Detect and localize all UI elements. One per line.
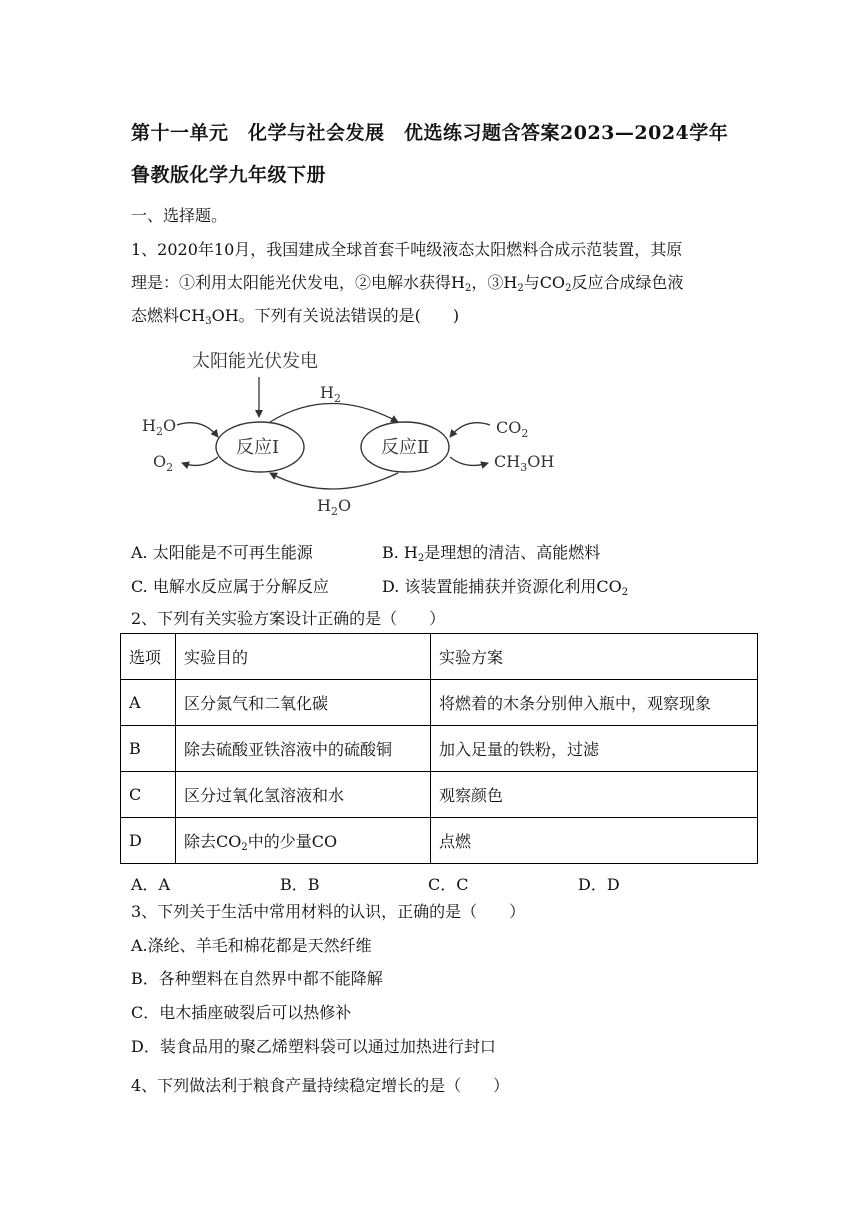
table-cell-plan: 将燃着的木条分别伸入瓶中，观察现象	[431, 680, 758, 726]
solar-fuel-diagram	[130, 345, 570, 525]
label-h2o-bottom: $H_2O$	[317, 496, 352, 518]
table-cell-plan: 加入足量的铁粉，过滤	[431, 726, 758, 772]
label-h2o-left: $H_2O$	[142, 416, 177, 438]
q2-answer-b: B．B	[280, 875, 320, 894]
q3-stem: 3、下列关于生活中常用材料的认识，正确的是（ ）	[131, 902, 526, 921]
q2-answer-a: A．A	[131, 875, 171, 894]
label-ch3oh-right: $CH_3OH$	[494, 452, 555, 474]
table-cell-goal: 区分过氧化氢溶液和水	[176, 772, 431, 818]
table-cell-goal: 除去硫酸亚铁溶液中的硫酸铜	[176, 726, 431, 772]
table-cell-option: B	[121, 726, 176, 772]
label-h2: $H_2$	[320, 383, 341, 405]
table-cell-plan: 观察颜色	[431, 772, 758, 818]
reaction1-label: 反应Ⅰ	[236, 437, 280, 458]
section-heading: 一、选择题。	[131, 206, 228, 225]
table-cell-option: A	[121, 680, 176, 726]
q3-option-d: D．装食品用的聚乙烯塑料袋可以通过加热进行封口	[131, 1037, 496, 1056]
q1-option-c: C. 电解水反应属于分解反应	[131, 577, 329, 596]
table-header-row	[121, 634, 758, 680]
arrow-h2	[270, 404, 398, 423]
table-row	[121, 818, 758, 864]
document-title-line1: 第十一单元 化学与社会发展 优选练习题含答案2023—2024学年	[131, 122, 729, 144]
arrow-ch3oh-out	[450, 457, 488, 465]
table-cell-plan: 点燃	[431, 818, 758, 864]
q1-option-b: B. $H_2$是理想的清洁、高能燃料	[382, 543, 601, 564]
table-row	[121, 680, 758, 726]
q3-option-c: C．电木插座破裂后可以热修补	[131, 1003, 352, 1022]
reaction2-label: 反应Ⅱ	[381, 437, 430, 458]
table-cell-option: C	[121, 772, 176, 818]
table-header-cell: 实验方案	[431, 634, 758, 680]
arrow-h2o-in	[177, 423, 218, 437]
q2-answer-d: D．D	[578, 875, 620, 894]
q2-answer-c: C．C	[428, 875, 469, 894]
table-cell-goal: 除去$CO_2$中的少量CO	[176, 818, 431, 864]
table-header-cell: 选项	[121, 634, 176, 680]
q2-stem: 2、下列有关实验方案设计正确的是（ ）	[131, 609, 446, 628]
table-row	[121, 772, 758, 818]
table-row	[121, 726, 758, 772]
arrow-h2o	[270, 473, 398, 489]
q1-stem-line3: 态燃料$CH_3OH$。下列有关说法错误的是( )	[131, 306, 460, 327]
table-cell-goal: 区分氮气和二氧化碳	[176, 680, 431, 726]
label-co2-right: $CO_2$	[496, 418, 529, 440]
q4-stem: 4、下列做法利于粮食产量持续稳定增长的是（ ）	[131, 1076, 510, 1095]
arrow-co2-in	[450, 423, 490, 437]
q3-option-b: B．各种塑料在自然界中都不能降解	[131, 969, 383, 988]
diagram-top-label: 太阳能光伏发电	[192, 351, 318, 372]
q1-option-a: A. 太阳能是不可再生能源	[131, 543, 313, 562]
q1-stem-line1: 1、2020年10月，我国建成全球首套千吨级液态太阳燃料合成示范装置，其原	[131, 240, 683, 259]
table-cell-option: D	[121, 818, 176, 864]
arrow-o2-out	[182, 457, 218, 465]
document-title-line2: 鲁教版化学九年级下册	[131, 164, 327, 186]
label-o2-left: $O_2$	[153, 452, 174, 474]
q1-option-d: D. 该装置能捕获并资源化利用$CO_2$	[382, 577, 629, 598]
table-header-cell: 实验目的	[176, 634, 431, 680]
q3-option-a: A.涤纶、羊毛和棉花都是天然纤维	[131, 936, 372, 955]
q1-stem-line2: 理是：①利用太阳能光伏发电，②电解水获得$H_2$，$③H_2$与$CO_2$反应合成绿色液	[131, 273, 684, 294]
q2-table	[120, 633, 758, 864]
